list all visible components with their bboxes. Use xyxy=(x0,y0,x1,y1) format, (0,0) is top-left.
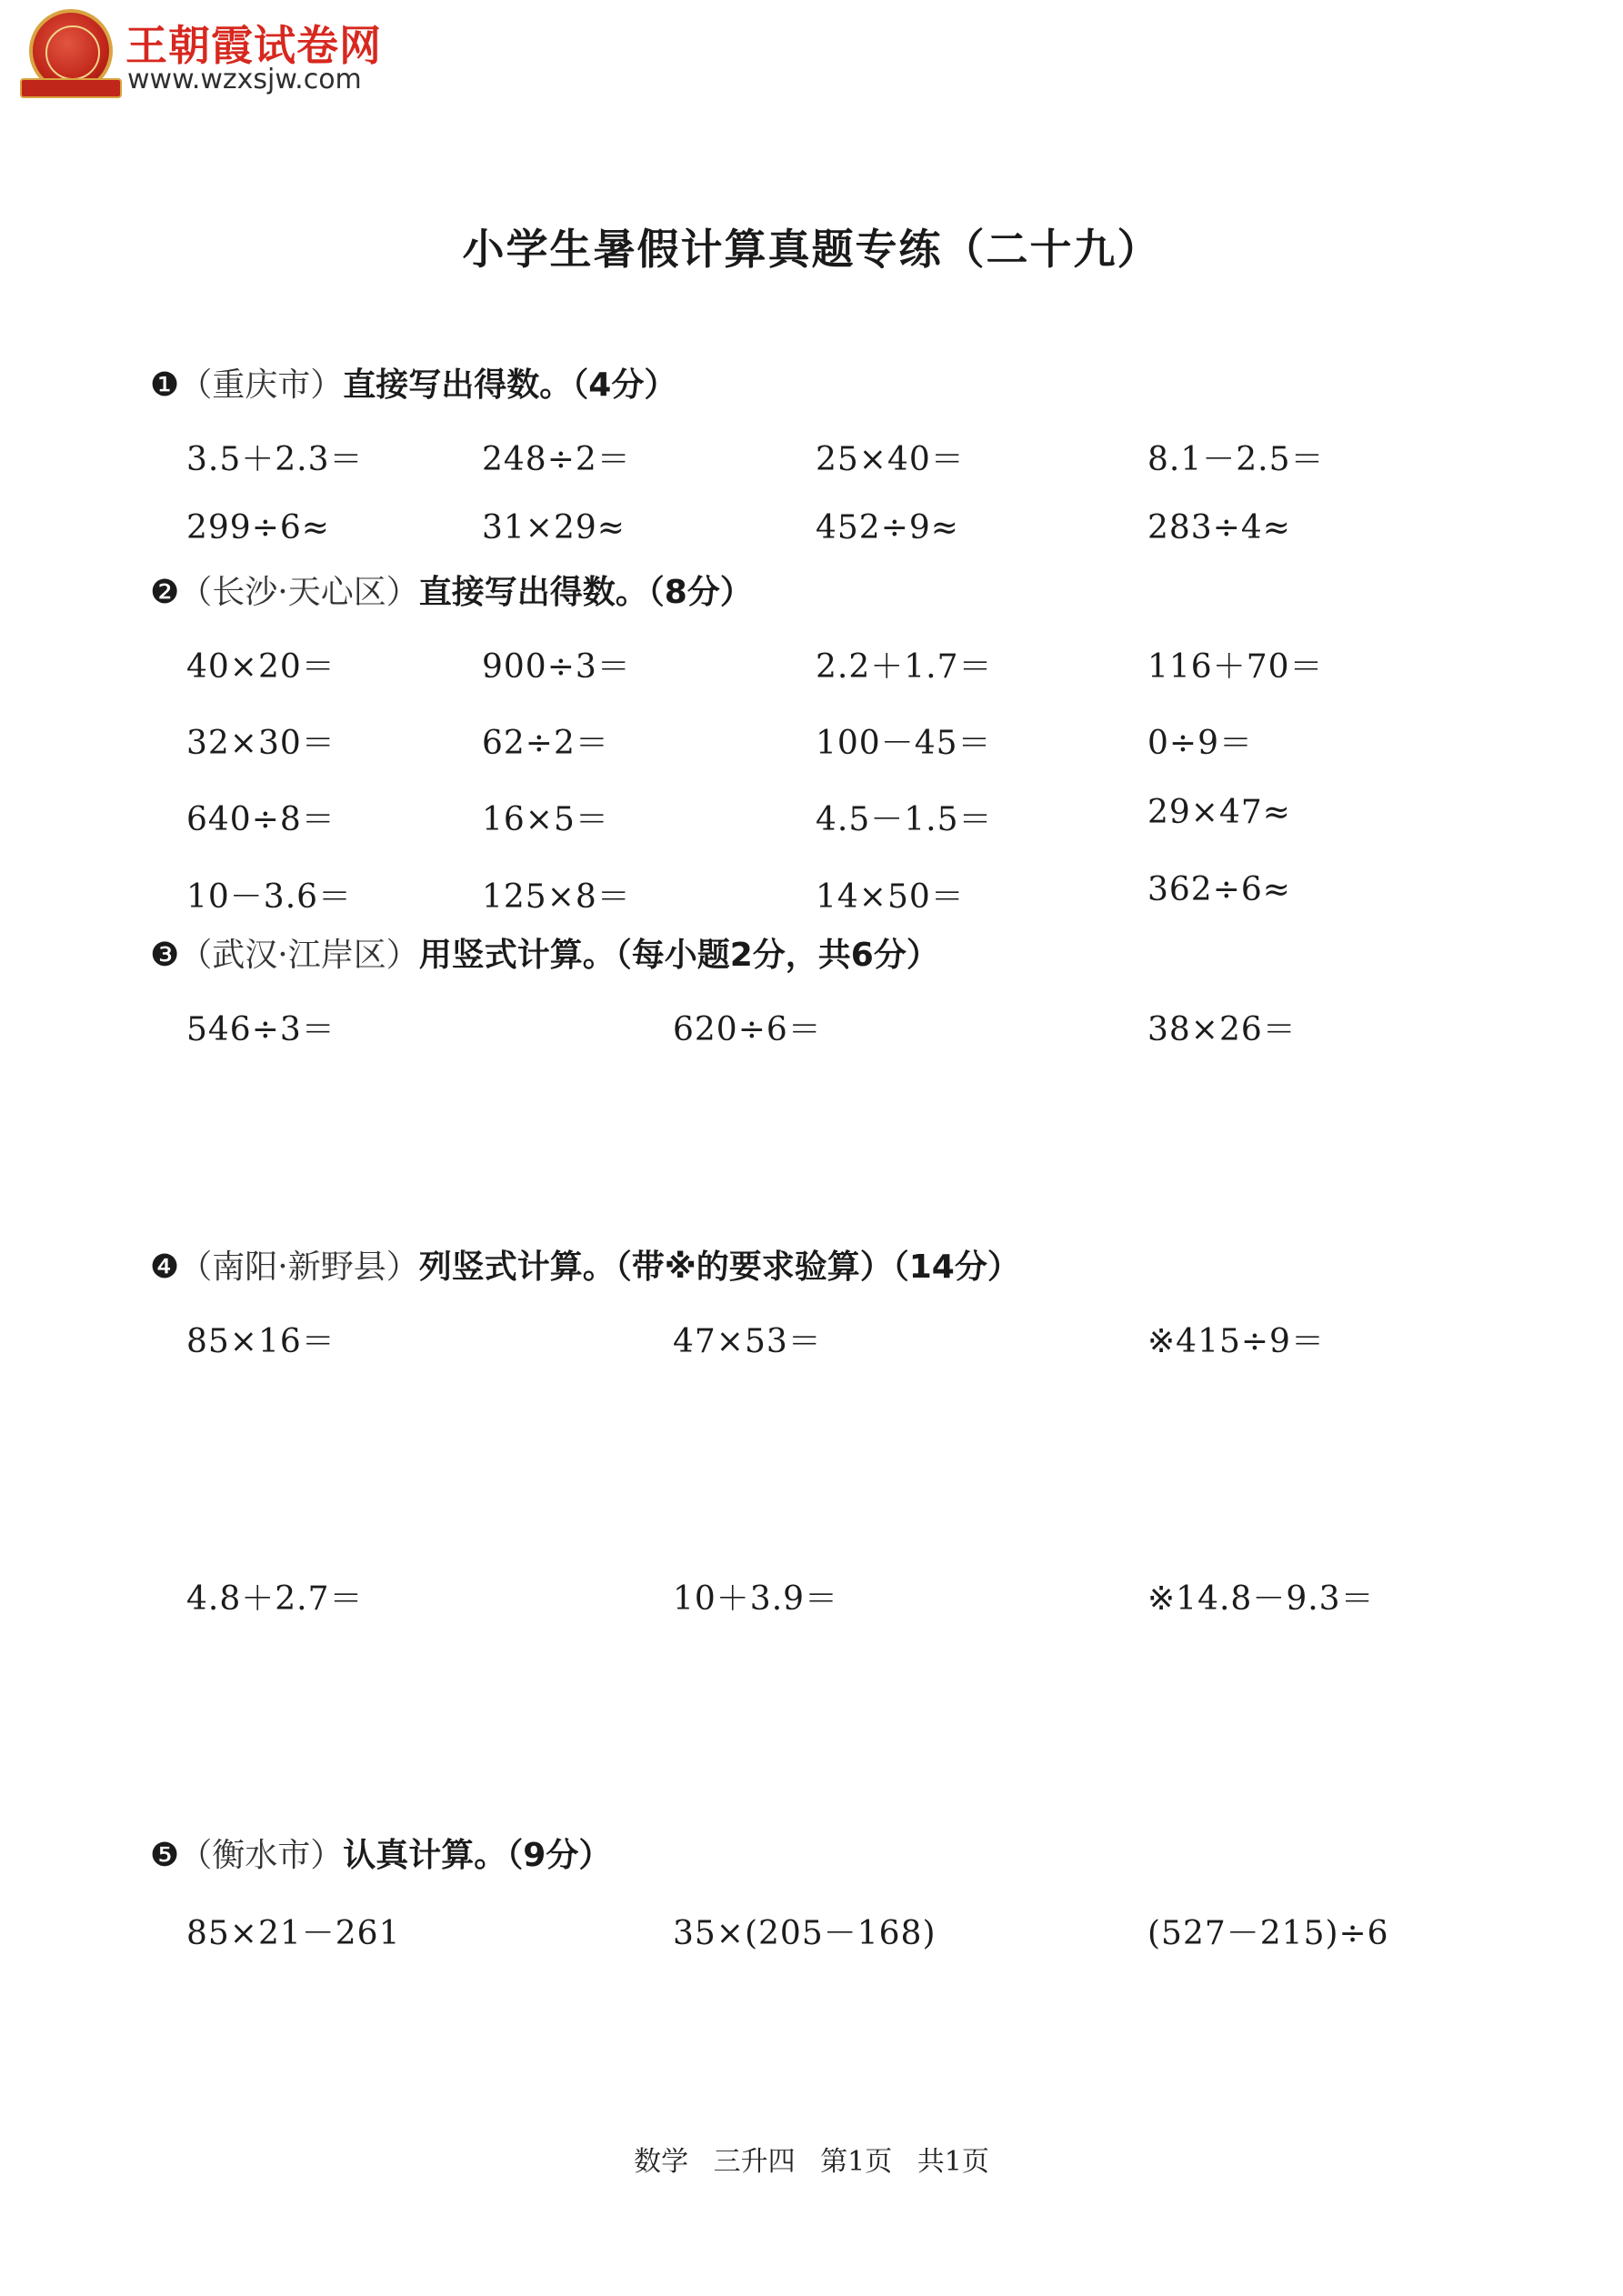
problem: 125×8＝ xyxy=(482,878,631,916)
problem: 248÷2＝ xyxy=(482,441,631,478)
logo-brand-name: 王朝霞试卷网 xyxy=(125,21,382,70)
problem: 299÷6≈ xyxy=(186,509,330,546)
problem: 8.1－2.5＝ xyxy=(1147,441,1325,478)
question-2-heading xyxy=(150,566,753,613)
question-source: （南阳·新野县） xyxy=(179,1248,419,1286)
problem: 16×5＝ xyxy=(482,801,609,838)
problem: 29×47≈ xyxy=(1147,794,1291,831)
problem: 900÷3＝ xyxy=(482,648,631,686)
problem: 283÷4≈ xyxy=(1147,509,1291,546)
question-source: （重庆市） xyxy=(179,366,344,404)
problem: 10－3.6＝ xyxy=(186,878,353,916)
problem: 640÷8＝ xyxy=(186,801,336,838)
question-1-heading xyxy=(150,359,676,406)
question-5-heading xyxy=(150,1830,611,1876)
question-number: ❷ xyxy=(150,574,180,611)
problem: 4.8＋2.7＝ xyxy=(186,1580,364,1618)
problem: 620÷6＝ xyxy=(673,1011,822,1048)
problem: 25×40＝ xyxy=(816,441,965,478)
problem: 14×50＝ xyxy=(816,878,965,916)
question-instruction: 直接写出得数。（4分） xyxy=(343,366,677,404)
logo-url: www.wzxsjw.com xyxy=(127,64,362,95)
problem: 10＋3.9＝ xyxy=(673,1580,839,1618)
problem: 85×21－261 xyxy=(186,1915,401,1952)
problem: 3.5＋2.3＝ xyxy=(186,441,364,478)
problem: 0÷9＝ xyxy=(1147,725,1253,762)
problem: 47×53＝ xyxy=(673,1323,822,1360)
problem: 116＋70＝ xyxy=(1147,648,1324,686)
question-source: （衡水市） xyxy=(179,1837,344,1874)
question-instruction: 列竖式计算。（带※的要求验算）（14分） xyxy=(418,1248,1020,1286)
problem: (527－215)÷6 xyxy=(1147,1915,1389,1952)
problem: 452÷9≈ xyxy=(816,509,959,546)
question-number: ❶ xyxy=(150,366,180,404)
problem: 31×29≈ xyxy=(482,509,626,546)
question-3-heading xyxy=(150,929,939,976)
problem: ※415÷9＝ xyxy=(1147,1323,1325,1360)
question-instruction: 用竖式计算。（每小题2分，共6分） xyxy=(418,937,939,974)
problem: 62÷2＝ xyxy=(482,725,609,762)
problem: 100－45＝ xyxy=(816,725,992,762)
question-number: ❹ xyxy=(150,1248,180,1286)
problem: 2.2＋1.7＝ xyxy=(816,648,993,686)
problem: 546÷3＝ xyxy=(186,1011,336,1048)
problem: 38×26＝ xyxy=(1147,1011,1297,1048)
site-logo xyxy=(25,5,416,105)
question-instruction: 认真计算。（9分） xyxy=(343,1837,612,1874)
page-footer: 数学 三升四 第1页 共1页 xyxy=(634,2146,989,2178)
question-number: ❺ xyxy=(150,1837,180,1874)
problem: 85×16＝ xyxy=(186,1323,336,1360)
problem: 35×(205－168) xyxy=(673,1915,937,1952)
question-source: （长沙·天心区） xyxy=(179,574,419,611)
problem: 40×20＝ xyxy=(186,648,336,686)
problem: 362÷6≈ xyxy=(1147,871,1291,908)
problem: 4.5－1.5＝ xyxy=(816,801,993,838)
problem: ※14.8－9.3＝ xyxy=(1147,1580,1375,1618)
question-source: （武汉·江岸区） xyxy=(179,937,419,974)
page-title: 小学生暑假计算真题专练（二十九） xyxy=(462,225,1161,274)
question-number: ❸ xyxy=(150,937,180,974)
question-instruction: 直接写出得数。（8分） xyxy=(418,574,753,611)
problem: 32×30＝ xyxy=(186,725,336,762)
question-4-heading xyxy=(150,1241,1020,1288)
seal-ribbon xyxy=(20,78,122,98)
